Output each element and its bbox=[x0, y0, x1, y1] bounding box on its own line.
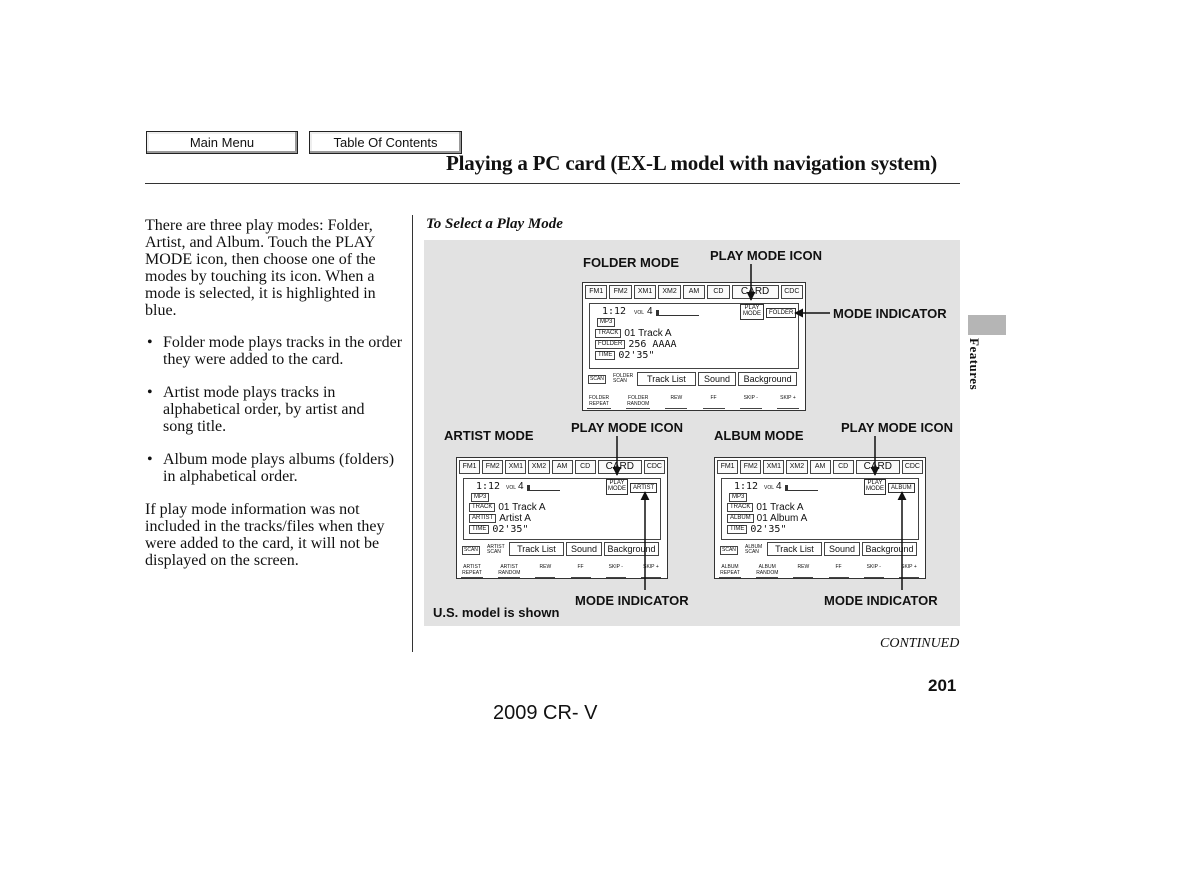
band-cdc[interactable]: CDC bbox=[781, 285, 803, 299]
band-cd[interactable]: CD bbox=[575, 460, 596, 474]
mp3-tag: MP3 bbox=[729, 492, 750, 503]
time-row: TIME 02'35" bbox=[469, 524, 528, 535]
volume-label: VOL bbox=[634, 310, 645, 316]
band-fm2[interactable]: FM2 bbox=[609, 285, 631, 299]
scan-button[interactable]: SCAN bbox=[722, 547, 736, 553]
scan-sub-label: ARTIST SCAN bbox=[487, 544, 505, 555]
folder-mode-label: FOLDER MODE bbox=[583, 255, 680, 270]
skip-plus-key[interactable]: SKIP + bbox=[899, 564, 919, 578]
play-mode-icon[interactable]: PLAY MODE bbox=[606, 479, 628, 495]
band-xm1[interactable]: XM1 bbox=[505, 460, 526, 474]
repeat-key[interactable]: ARTIST REPEAT bbox=[462, 564, 482, 576]
track-list-button[interactable]: Track List bbox=[509, 542, 564, 556]
random-key[interactable]: ARTIST RANDOM bbox=[498, 564, 521, 576]
mode-indicator-label-2: MODE INDICATOR bbox=[575, 593, 689, 608]
volume-value: 4 bbox=[776, 481, 782, 492]
background-button[interactable]: Background bbox=[738, 372, 797, 386]
section-subheading: To Select a Play Mode bbox=[426, 216, 563, 232]
play-mode-icon-label-3: PLAY MODE ICON bbox=[841, 420, 953, 435]
skip-minus-key[interactable]: SKIP - bbox=[606, 564, 626, 578]
track-row: TRACK 01 Track A bbox=[727, 502, 804, 513]
volume-label: VOL bbox=[764, 485, 775, 491]
band-xm1[interactable]: XM1 bbox=[763, 460, 784, 474]
band-fm1[interactable]: FM1 bbox=[585, 285, 607, 299]
rew-key[interactable]: REW bbox=[793, 564, 813, 578]
band-xm2[interactable]: XM2 bbox=[528, 460, 549, 474]
skip-plus-key[interactable]: SKIP + bbox=[777, 395, 799, 409]
sound-button[interactable]: Sound bbox=[566, 542, 602, 556]
band-card[interactable]: CARD bbox=[856, 460, 900, 474]
volume-label: VOL bbox=[506, 485, 517, 491]
rew-key[interactable]: REW bbox=[535, 564, 555, 578]
mode-indicator-label-1: MODE INDICATOR bbox=[833, 306, 947, 321]
band-fm2[interactable]: FM2 bbox=[740, 460, 761, 474]
sound-button[interactable]: Sound bbox=[698, 372, 736, 386]
track-list-button[interactable]: Track List bbox=[767, 542, 822, 556]
clock: 1:12 bbox=[734, 481, 759, 492]
band-cd[interactable]: CD bbox=[833, 460, 854, 474]
bullet-album-text: Album mode plays albums (folders) in alphabetical order. bbox=[163, 451, 395, 485]
track-row: TRACK 01 Track A bbox=[469, 502, 546, 513]
background-button[interactable]: Background bbox=[604, 542, 659, 556]
section-side-label: Features bbox=[967, 338, 982, 391]
repeat-key[interactable]: FOLDER REPEAT bbox=[588, 395, 610, 407]
mp3-tag: MP3 bbox=[471, 492, 492, 503]
us-model-note: U.S. model is shown bbox=[433, 605, 560, 620]
rew-key[interactable]: REW bbox=[665, 395, 687, 409]
band-cdc[interactable]: CDC bbox=[902, 460, 923, 474]
play-mode-icon[interactable]: PLAY MODE bbox=[740, 304, 764, 320]
table-of-contents-button[interactable]: Table Of Contents bbox=[309, 131, 462, 154]
play-mode-icon-label-2: PLAY MODE ICON bbox=[571, 420, 683, 435]
mode-indicator: FOLDER bbox=[766, 308, 796, 318]
band-cd[interactable]: CD bbox=[707, 285, 729, 299]
skip-minus-key[interactable]: SKIP - bbox=[740, 395, 762, 409]
skip-plus-key[interactable]: SKIP + bbox=[641, 564, 661, 578]
band-card[interactable]: CARD bbox=[732, 285, 779, 299]
band-fm1[interactable]: FM1 bbox=[717, 460, 738, 474]
random-key[interactable]: ALBUM RANDOM bbox=[756, 564, 779, 576]
volume-value: 4 bbox=[518, 481, 524, 492]
page-number: 201 bbox=[928, 676, 957, 695]
band-xm2[interactable]: XM2 bbox=[658, 285, 680, 299]
ff-key[interactable]: FF bbox=[703, 395, 725, 409]
background-button[interactable]: Background bbox=[862, 542, 917, 556]
time-row: TIME 02'35" bbox=[595, 350, 654, 361]
play-mode-icon[interactable]: PLAY MODE bbox=[864, 479, 886, 495]
folder-row: FOLDER 256 AAAA bbox=[595, 339, 677, 350]
band-am[interactable]: AM bbox=[810, 460, 831, 474]
mp3-tag: MP3 bbox=[597, 317, 618, 328]
footer-model: 2009 CR- V bbox=[493, 702, 598, 724]
mode-indicator: ALBUM bbox=[888, 483, 915, 493]
scan-sub-label: ALBUM SCAN bbox=[745, 544, 763, 555]
sound-button[interactable]: Sound bbox=[824, 542, 860, 556]
random-key[interactable]: FOLDER RANDOM bbox=[627, 395, 650, 407]
time-row: TIME 02'35" bbox=[727, 524, 786, 535]
band-fm1[interactable]: FM1 bbox=[459, 460, 480, 474]
band-card[interactable]: CARD bbox=[598, 460, 642, 474]
closing-paragraph: If play mode information was not included in the tracks/files when they were added to the card, it will not be displayed on the screen. bbox=[145, 501, 385, 569]
band-xm2[interactable]: XM2 bbox=[786, 460, 807, 474]
clock: 1:12 bbox=[476, 481, 501, 492]
scan-sub-label: FOLDER SCAN bbox=[613, 373, 634, 384]
play-mode-icon-label-1: PLAY MODE ICON bbox=[710, 248, 822, 263]
bullet-artist-text: Artist mode plays tracks in alphabetical order, by artist and song title. bbox=[163, 384, 365, 435]
ff-key[interactable]: FF bbox=[829, 564, 849, 578]
scan-button[interactable]: SCAN bbox=[464, 547, 478, 553]
ff-key[interactable]: FF bbox=[571, 564, 591, 578]
artist-mode-label: ARTIST MODE bbox=[444, 428, 534, 443]
continued-label: CONTINUED bbox=[880, 636, 960, 651]
band-fm2[interactable]: FM2 bbox=[482, 460, 503, 474]
section-tab bbox=[968, 315, 1006, 335]
mode-indicator-label-3: MODE INDICATOR bbox=[824, 593, 938, 608]
band-xm1[interactable]: XM1 bbox=[634, 285, 656, 299]
volume-value: 4 bbox=[647, 306, 653, 317]
track-row: TRACK 01 Track A bbox=[595, 328, 672, 339]
intro-paragraph: There are three play modes: Folder, Artist, and Album. Touch the PLAY MODE icon, then choose one of the modes by touching its icon. When a mode is selected, it is highlighted in blue. bbox=[145, 217, 376, 319]
skip-minus-key[interactable]: SKIP - bbox=[864, 564, 884, 578]
scan-button[interactable]: SCAN bbox=[590, 376, 604, 382]
repeat-key[interactable]: ALBUM REPEAT bbox=[720, 564, 740, 576]
band-am[interactable]: AM bbox=[683, 285, 705, 299]
mode-indicator: ARTIST bbox=[630, 483, 657, 493]
album-row: ALBUM 01 Album A bbox=[727, 513, 807, 524]
album-mode-label: ALBUM MODE bbox=[714, 428, 804, 443]
band-am[interactable]: AM bbox=[552, 460, 573, 474]
page-title: Playing a PC card (EX-L model with navigation system) bbox=[446, 151, 938, 175]
bullet-folder-text: Folder mode plays tracks in the order they were added to the card. bbox=[163, 334, 403, 368]
track-list-button[interactable]: Track List bbox=[637, 372, 696, 386]
clock: 1:12 bbox=[602, 306, 627, 317]
artist-row: ARTIST Artist A bbox=[469, 513, 531, 524]
main-menu-button[interactable]: Main Menu bbox=[146, 131, 298, 154]
band-cdc[interactable]: CDC bbox=[644, 460, 665, 474]
